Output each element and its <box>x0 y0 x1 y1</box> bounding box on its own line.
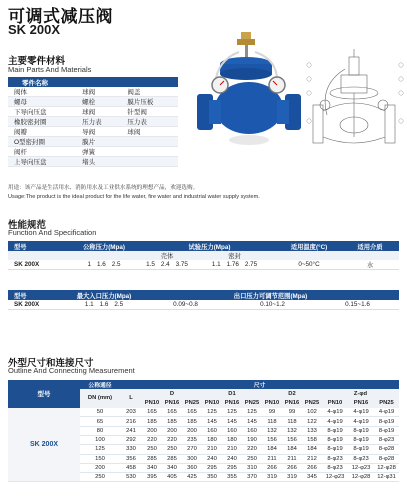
dim-cell: 185 <box>142 417 162 426</box>
materials-table <box>8 77 178 167</box>
dim-cell: 12-φ28 <box>374 463 399 472</box>
dim-cell: 216 <box>120 417 142 426</box>
dim-cell: 8-φ19 <box>348 435 374 444</box>
dim-cell: 12-φ23 <box>348 463 374 472</box>
usage-cn: 用途：该产品是生活用水、消防用水及工业供水系统的理想产品，欢迎选购。 <box>8 185 199 191</box>
dim-cell: 292 <box>120 435 142 444</box>
dim-cell: 8-φ23 <box>374 435 399 444</box>
dim-cell: 330 <box>120 445 142 454</box>
dim-col-dn: DN (mm) <box>80 389 120 408</box>
dim-col-dn-group: 公称通径 <box>80 380 120 389</box>
materials-cell: 下导向压盘 <box>8 107 76 117</box>
spec1-col-temp: 适用温度(°C) <box>277 241 341 251</box>
materials-cell: 橡胶密封圈 <box>8 117 76 127</box>
dim-cell: 125 <box>202 408 222 417</box>
dim-cell: 12-φ31 <box>374 473 399 482</box>
dim-cell: 100 <box>80 435 120 444</box>
spec2-range-3: 0.15~1.6 <box>316 300 399 309</box>
dim-cell: 250 <box>142 445 162 454</box>
dim-cell: 4-φ19 <box>322 417 348 426</box>
spec-table-1 <box>8 241 399 270</box>
dim-cell: 425 <box>182 473 202 482</box>
dim-cell: 360 <box>182 463 202 472</box>
dim-cell: 99 <box>262 408 282 417</box>
materials-row <box>8 117 178 127</box>
dim-pn-header: PN25 <box>302 398 322 407</box>
materials-cell <box>121 157 178 167</box>
dim-cell: 12-φ28 <box>348 473 374 482</box>
dim-cell: 8-φ23 <box>322 463 348 472</box>
dim-cell: 165 <box>142 408 162 417</box>
dim-cell: 295 <box>222 463 242 472</box>
dim-cell: 319 <box>262 473 282 482</box>
materials-title: 主要零件材料 <box>8 56 66 67</box>
dim-cell: 8-φ19 <box>348 426 374 435</box>
dim-pn-header: PN16 <box>282 398 302 407</box>
dim-cell: 4-φ19 <box>348 417 374 426</box>
spec1-shell-label: 壳体 <box>142 251 192 260</box>
dim-pn-header: PN10 <box>142 398 162 407</box>
dim-pn-header: PN25 <box>182 398 202 407</box>
dim-cell: 285 <box>142 454 162 463</box>
materials-cell: 螺母 <box>8 97 76 107</box>
valve-technical-drawing <box>305 45 405 150</box>
page-title: 可调式减压阀 <box>8 7 113 26</box>
dim-cell: 270 <box>182 445 202 454</box>
spec2-range-1: 0.09~0.8 <box>142 300 229 309</box>
materials-cell: O型密封圈 <box>8 137 76 147</box>
materials-row <box>8 137 178 147</box>
dim-cell: 211 <box>262 454 282 463</box>
dim-cell: 200 <box>142 426 162 435</box>
materials-cell: 堵头 <box>76 157 121 167</box>
materials-cell: 上导向压盘 <box>8 157 76 167</box>
dim-cell: 203 <box>120 408 142 417</box>
spec1-shell-values: 1.5 2.4 3.75 <box>142 260 192 270</box>
dim-cell: 211 <box>282 454 302 463</box>
dim-col-d1: D1 <box>202 389 262 398</box>
dim-cell: 165 <box>182 408 202 417</box>
dim-cell: 220 <box>162 435 182 444</box>
dim-cell: 220 <box>242 445 262 454</box>
dim-cell: 125 <box>242 408 262 417</box>
function-spec-subtitle: Function And Specification <box>8 228 97 237</box>
dim-cell: 80 <box>80 426 120 435</box>
spec1-seal-label: 密封 <box>192 251 277 260</box>
dim-cell: 180 <box>222 435 242 444</box>
materials-cell: 螺栓 <box>76 97 121 107</box>
spec-table-2 <box>8 290 399 310</box>
dim-pn-header: PN16 <box>222 398 242 407</box>
dim-cell: 530 <box>120 473 142 482</box>
dim-cell: 160 <box>242 426 262 435</box>
dim-cell: 133 <box>302 426 322 435</box>
dim-cell: 65 <box>80 417 120 426</box>
spec2-model: SK 200X <box>8 300 66 309</box>
dim-cell: 8-φ19 <box>374 417 399 426</box>
dim-cell: 8-φ19 <box>322 426 348 435</box>
spec2-range-2: 0.10~1.2 <box>229 300 316 309</box>
dim-cell: 50 <box>80 408 120 417</box>
dim-cell: 132 <box>262 426 282 435</box>
dim-cell: 350 <box>202 473 222 482</box>
dim-cell: 250 <box>80 473 120 482</box>
dim-cell: 8-φ19 <box>374 426 399 435</box>
dim-cell: 102 <box>302 408 322 417</box>
materials-row <box>8 127 178 137</box>
dim-cell: 395 <box>142 473 162 482</box>
dim-col-l: L <box>120 389 142 408</box>
dimensions-subtitle: Outline And Connecting Measurement <box>8 366 135 375</box>
spec2-col-range: 出口压力可调节范围(Mpa) <box>142 290 399 300</box>
dim-pn-header: PN10 <box>202 398 222 407</box>
spec1-nominal-values: 1 1.6 2.5 <box>66 260 142 270</box>
dim-cell: 184 <box>282 445 302 454</box>
dim-cell: 125 <box>80 445 120 454</box>
dim-cell: 99 <box>282 408 302 417</box>
dim-cell: 8-φ23 <box>348 454 374 463</box>
spec1-seal-values: 1.1 1.76 2.75 <box>192 260 277 270</box>
dim-cell: 266 <box>262 463 282 472</box>
materials-cell: 阀盖 <box>121 87 178 97</box>
usage-en: Usage:The product is the ideal product for the life water, fire water and industrial water supply system. <box>8 194 260 200</box>
dim-pn-header: PN25 <box>374 398 399 407</box>
spec1-col-model: 型号 <box>8 241 66 251</box>
usage-text <box>8 184 403 202</box>
dim-cell: 8-φ23 <box>322 454 348 463</box>
dim-cell: 212 <box>302 454 322 463</box>
dim-cell: 370 <box>242 473 262 482</box>
dim-col-z: Z-φd <box>322 389 399 398</box>
dim-cell: 118 <box>282 417 302 426</box>
materials-row <box>8 97 178 107</box>
materials-cell: 球阀 <box>76 87 121 97</box>
dim-cell: 240 <box>222 454 242 463</box>
dim-cell: 158 <box>302 435 322 444</box>
dim-cell: 12-φ23 <box>322 473 348 482</box>
spec1-col-medium: 适用介质 <box>341 241 399 251</box>
valve-product-image <box>195 30 303 150</box>
materials-row <box>8 157 178 167</box>
function-spec-title: 性能规范 <box>8 220 47 231</box>
materials-cell: 压力表 <box>121 117 178 127</box>
dim-model: SK 200X <box>8 408 80 482</box>
dim-cell: 184 <box>302 445 322 454</box>
materials-cell: 阀瓣 <box>8 127 76 137</box>
dim-pn-header: PN10 <box>322 398 348 407</box>
dim-cell: 156 <box>262 435 282 444</box>
spec1-col-nominal: 公称压力(Mpa) <box>66 241 142 251</box>
materials-cell: 导阀 <box>76 127 121 137</box>
spec2-col-model: 型号 <box>8 290 66 300</box>
dim-cell: 145 <box>222 417 242 426</box>
dim-cell: 125 <box>222 408 242 417</box>
materials-cell: 球阀 <box>121 127 178 137</box>
dim-cell: 160 <box>202 426 222 435</box>
materials-cell: 针型阀 <box>121 107 178 117</box>
dim-cell: 4-φ19 <box>348 408 374 417</box>
dim-cell: 340 <box>142 463 162 472</box>
dim-cell: 4-φ19 <box>322 408 348 417</box>
spec1-col-test: 试验压力(Mpa) <box>142 241 277 251</box>
dim-cell: 8-φ28 <box>374 445 399 454</box>
dim-row <box>8 408 399 417</box>
dim-cell: 300 <box>182 454 202 463</box>
dim-cell: 210 <box>222 445 242 454</box>
spec1-medium: 水 <box>341 260 399 270</box>
dim-pn-header: PN16 <box>162 398 182 407</box>
dim-cell: 295 <box>202 463 222 472</box>
dim-cell: 165 <box>162 408 182 417</box>
materials-cell: 弹簧 <box>76 147 121 157</box>
product-model: SK 200X <box>8 22 61 37</box>
materials-cell: 球阀 <box>76 107 121 117</box>
dim-cell: 250 <box>162 445 182 454</box>
dim-cell: 355 <box>222 473 242 482</box>
materials-row <box>8 107 178 117</box>
dim-cell: 160 <box>222 426 242 435</box>
dim-cell: 220 <box>142 435 162 444</box>
dim-cell: 185 <box>182 417 202 426</box>
materials-cell: 阀杆 <box>8 147 76 157</box>
materials-cell <box>121 147 178 157</box>
dim-cell: 458 <box>120 463 142 472</box>
dim-cell: 8-φ19 <box>322 445 348 454</box>
dim-cell: 200 <box>162 426 182 435</box>
materials-row <box>8 87 178 97</box>
dim-pn-header: PN16 <box>348 398 374 407</box>
dim-cell: 210 <box>202 445 222 454</box>
dim-cell: 8-φ28 <box>374 454 399 463</box>
dim-col-d: D <box>142 389 202 398</box>
dim-cell: 235 <box>182 435 202 444</box>
spec2-inlet-values: 1.1 1.6 2.5 <box>66 300 142 309</box>
dim-cell: 285 <box>162 454 182 463</box>
dim-cell: 190 <box>242 435 262 444</box>
materials-cell <box>121 137 178 147</box>
dim-pn-header: PN25 <box>242 398 262 407</box>
dim-cell: 122 <box>302 417 322 426</box>
dim-cell: 118 <box>262 417 282 426</box>
dim-cell: 319 <box>282 473 302 482</box>
dim-cell: 145 <box>242 417 262 426</box>
spec1-model: SK 200X <box>8 260 66 270</box>
dim-cell: 184 <box>262 445 282 454</box>
dim-cell: 4-φ19 <box>374 408 399 417</box>
materials-row <box>8 147 178 157</box>
dim-cell: 266 <box>282 463 302 472</box>
dim-cell: 132 <box>282 426 302 435</box>
dim-col-model: 型号 <box>8 380 80 408</box>
materials-cell: 膜片压板 <box>121 97 178 107</box>
dim-cell: 200 <box>80 463 120 472</box>
dim-cell: 250 <box>242 454 262 463</box>
dimensions-table <box>8 380 399 482</box>
dim-cell: 8-φ19 <box>348 445 374 454</box>
dim-cell: 241 <box>120 426 142 435</box>
dim-cell: 266 <box>302 463 322 472</box>
dim-cell: 156 <box>282 435 302 444</box>
dim-cell: 356 <box>120 454 142 463</box>
dim-cell: 145 <box>202 417 222 426</box>
dim-cell: 240 <box>202 454 222 463</box>
dim-cell: 8-φ19 <box>322 435 348 444</box>
materials-cell: 膜片 <box>76 137 121 147</box>
materials-cell: 压力表 <box>76 117 121 127</box>
dim-cell: 405 <box>162 473 182 482</box>
dimensions-title: 外型尺寸和连接尺寸 <box>8 358 94 369</box>
dim-col-d2: D2 <box>262 389 322 398</box>
materials-cell: 阀体 <box>8 87 76 97</box>
dim-cell: 200 <box>182 426 202 435</box>
dim-cell: 180 <box>202 435 222 444</box>
materials-header: 零件名称 <box>8 77 178 87</box>
dim-col-size-group: 尺寸 <box>120 380 399 389</box>
dim-cell: 340 <box>162 463 182 472</box>
dim-cell: 310 <box>242 463 262 472</box>
materials-subtitle: Main Parts And Materials <box>8 65 92 74</box>
dim-cell: 150 <box>80 454 120 463</box>
dim-cell: 185 <box>162 417 182 426</box>
dim-cell: 345 <box>302 473 322 482</box>
dim-pn-header: PN10 <box>262 398 282 407</box>
spec1-temp: 0~50°C <box>277 260 341 270</box>
spec2-col-inlet: 最大入口压力(Mpa) <box>66 290 142 300</box>
